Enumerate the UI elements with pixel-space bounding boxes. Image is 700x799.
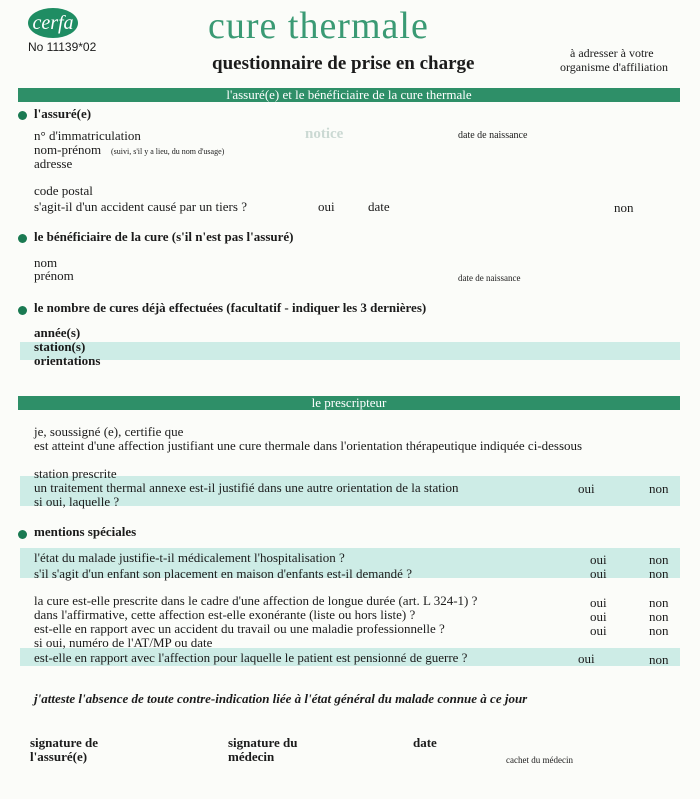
q1-no-option[interactable]: non [649, 552, 669, 567]
page-title: cure thermale [208, 5, 429, 47]
section-band-prescriber: le prescripteur [18, 396, 680, 410]
q2-no-option[interactable]: non [649, 566, 669, 581]
question-atmp-number: si oui, numéro de l'AT/MP ou date [34, 635, 213, 650]
label-signature-doctor-1: signature du [228, 735, 298, 750]
label-postcode: code postal [34, 183, 93, 198]
label-beneficiary-prenom: prénom [34, 268, 74, 283]
question-exonerating: dans l'affirmative, cette affection est-elle exonérante (liste ou hors liste) ? [34, 607, 416, 622]
label-address: adresse [34, 156, 73, 171]
q3-yes-option[interactable]: oui [590, 595, 607, 610]
label-signature-insured-1: signature de [30, 735, 99, 750]
watermark-notice: notice [305, 126, 344, 142]
accident-question: s'agit-il d'un accident causé par un tiers ? [34, 199, 247, 214]
question-hospitalisation: l'état du malade justifie-t-il médicalement l'hospitalisation ? [34, 550, 345, 565]
bullet-icon [18, 234, 27, 243]
bullet-icon [18, 530, 27, 539]
address-line-2: organisme d'affiliation [560, 60, 669, 74]
q5-yes-option[interactable]: oui [590, 623, 607, 638]
q1-yes-option[interactable]: oui [590, 552, 607, 567]
question-child-placement: s'il s'agit d'un enfant son placement en maison d'enfants est-il demandé ? [34, 566, 412, 581]
q5-no-option[interactable]: non [649, 623, 669, 638]
annex-yes-option[interactable]: oui [578, 481, 595, 496]
label-name-note: (suivi, s'il y a lieu, du nom d'usage) [111, 147, 225, 156]
annex-no-option[interactable]: non [649, 481, 669, 496]
q4-no-option[interactable]: non [649, 609, 669, 624]
label-beneficiary-nom: nom [34, 255, 58, 270]
label-stations: station(s) [34, 339, 86, 354]
accident-yes-option[interactable]: oui [318, 199, 335, 214]
annex-which-label: si oui, laquelle ? [34, 494, 120, 509]
label-birthdate: date de naissance [458, 130, 528, 141]
label-beneficiary-birthdate: date de naissance [458, 273, 521, 283]
section-heading-previous-cures: le nombre de cures déjà effectuées (facultatif - indiquer les 3 dernières) [34, 300, 427, 315]
bullet-icon [18, 306, 27, 315]
label-signature-insured-2: l'assuré(e) [30, 749, 88, 764]
label-doctor-stamp: cachet du médecin [506, 755, 573, 765]
shade-strip [20, 342, 680, 360]
prescriber-line-2: est atteint d'une affection justifiant une cure thermale dans l'orientation thérapeutique indiquée ci-dessous [34, 438, 583, 453]
q4-yes-option[interactable]: oui [590, 609, 607, 624]
q7-no-option[interactable]: non [649, 652, 669, 667]
address-line-1: à adresser à votre [570, 46, 654, 60]
section-heading-beneficiary: le bénéficiaire de la cure (s'il n'est pas l'assuré) [34, 229, 294, 244]
cerfa-logo: cerfa [28, 8, 78, 38]
label-signature-doctor-2: médecin [228, 749, 275, 764]
section-band-insured-beneficiary: l'assuré(e) et le bénéficiaire de la cure thermale [18, 88, 680, 102]
question-war-pension: est-elle en rapport avec l'affection pour laquelle le patient est pensionné de guerre ? [34, 650, 468, 665]
label-station-prescribed: station prescrite [34, 466, 117, 481]
section-heading-special-mentions: mentions spéciales [34, 524, 137, 539]
q7-yes-option[interactable]: oui [578, 651, 595, 666]
bullet-icon [18, 111, 27, 120]
accident-no-option[interactable]: non [614, 200, 634, 215]
label-signature-date: date [413, 735, 437, 750]
annex-treatment-question: un traitement thermal annexe est-il justifié dans une autre orientation de la station [34, 480, 459, 495]
prescriber-line-1: je, soussigné (e), certifie que [34, 424, 184, 439]
form-number: No 11139*02 [28, 40, 97, 54]
section-heading-insured: l'assuré(e) [34, 106, 92, 121]
q2-yes-option[interactable]: oui [590, 566, 607, 581]
label-orientations: orientations [34, 353, 101, 368]
label-name: nom-prénom [34, 142, 102, 157]
question-work-accident: est-elle en rapport avec un accident du travail ou une maladie professionnelle ? [34, 621, 445, 636]
label-years: année(s) [34, 325, 81, 340]
question-long-term-illness: la cure est-elle prescrite dans le cadre d'une affection de longue durée (art. L 324-1) ? [34, 593, 478, 608]
accident-date-label: date [368, 199, 390, 214]
q3-no-option[interactable]: non [649, 595, 669, 610]
attestation-text: j'atteste l'absence de toute contre-indication liée à l'état général du malade connue à ce jour [34, 691, 528, 706]
label-immatriculation: n° d'immatriculation [34, 128, 141, 143]
page-subtitle: questionnaire de prise en charge [212, 53, 475, 74]
